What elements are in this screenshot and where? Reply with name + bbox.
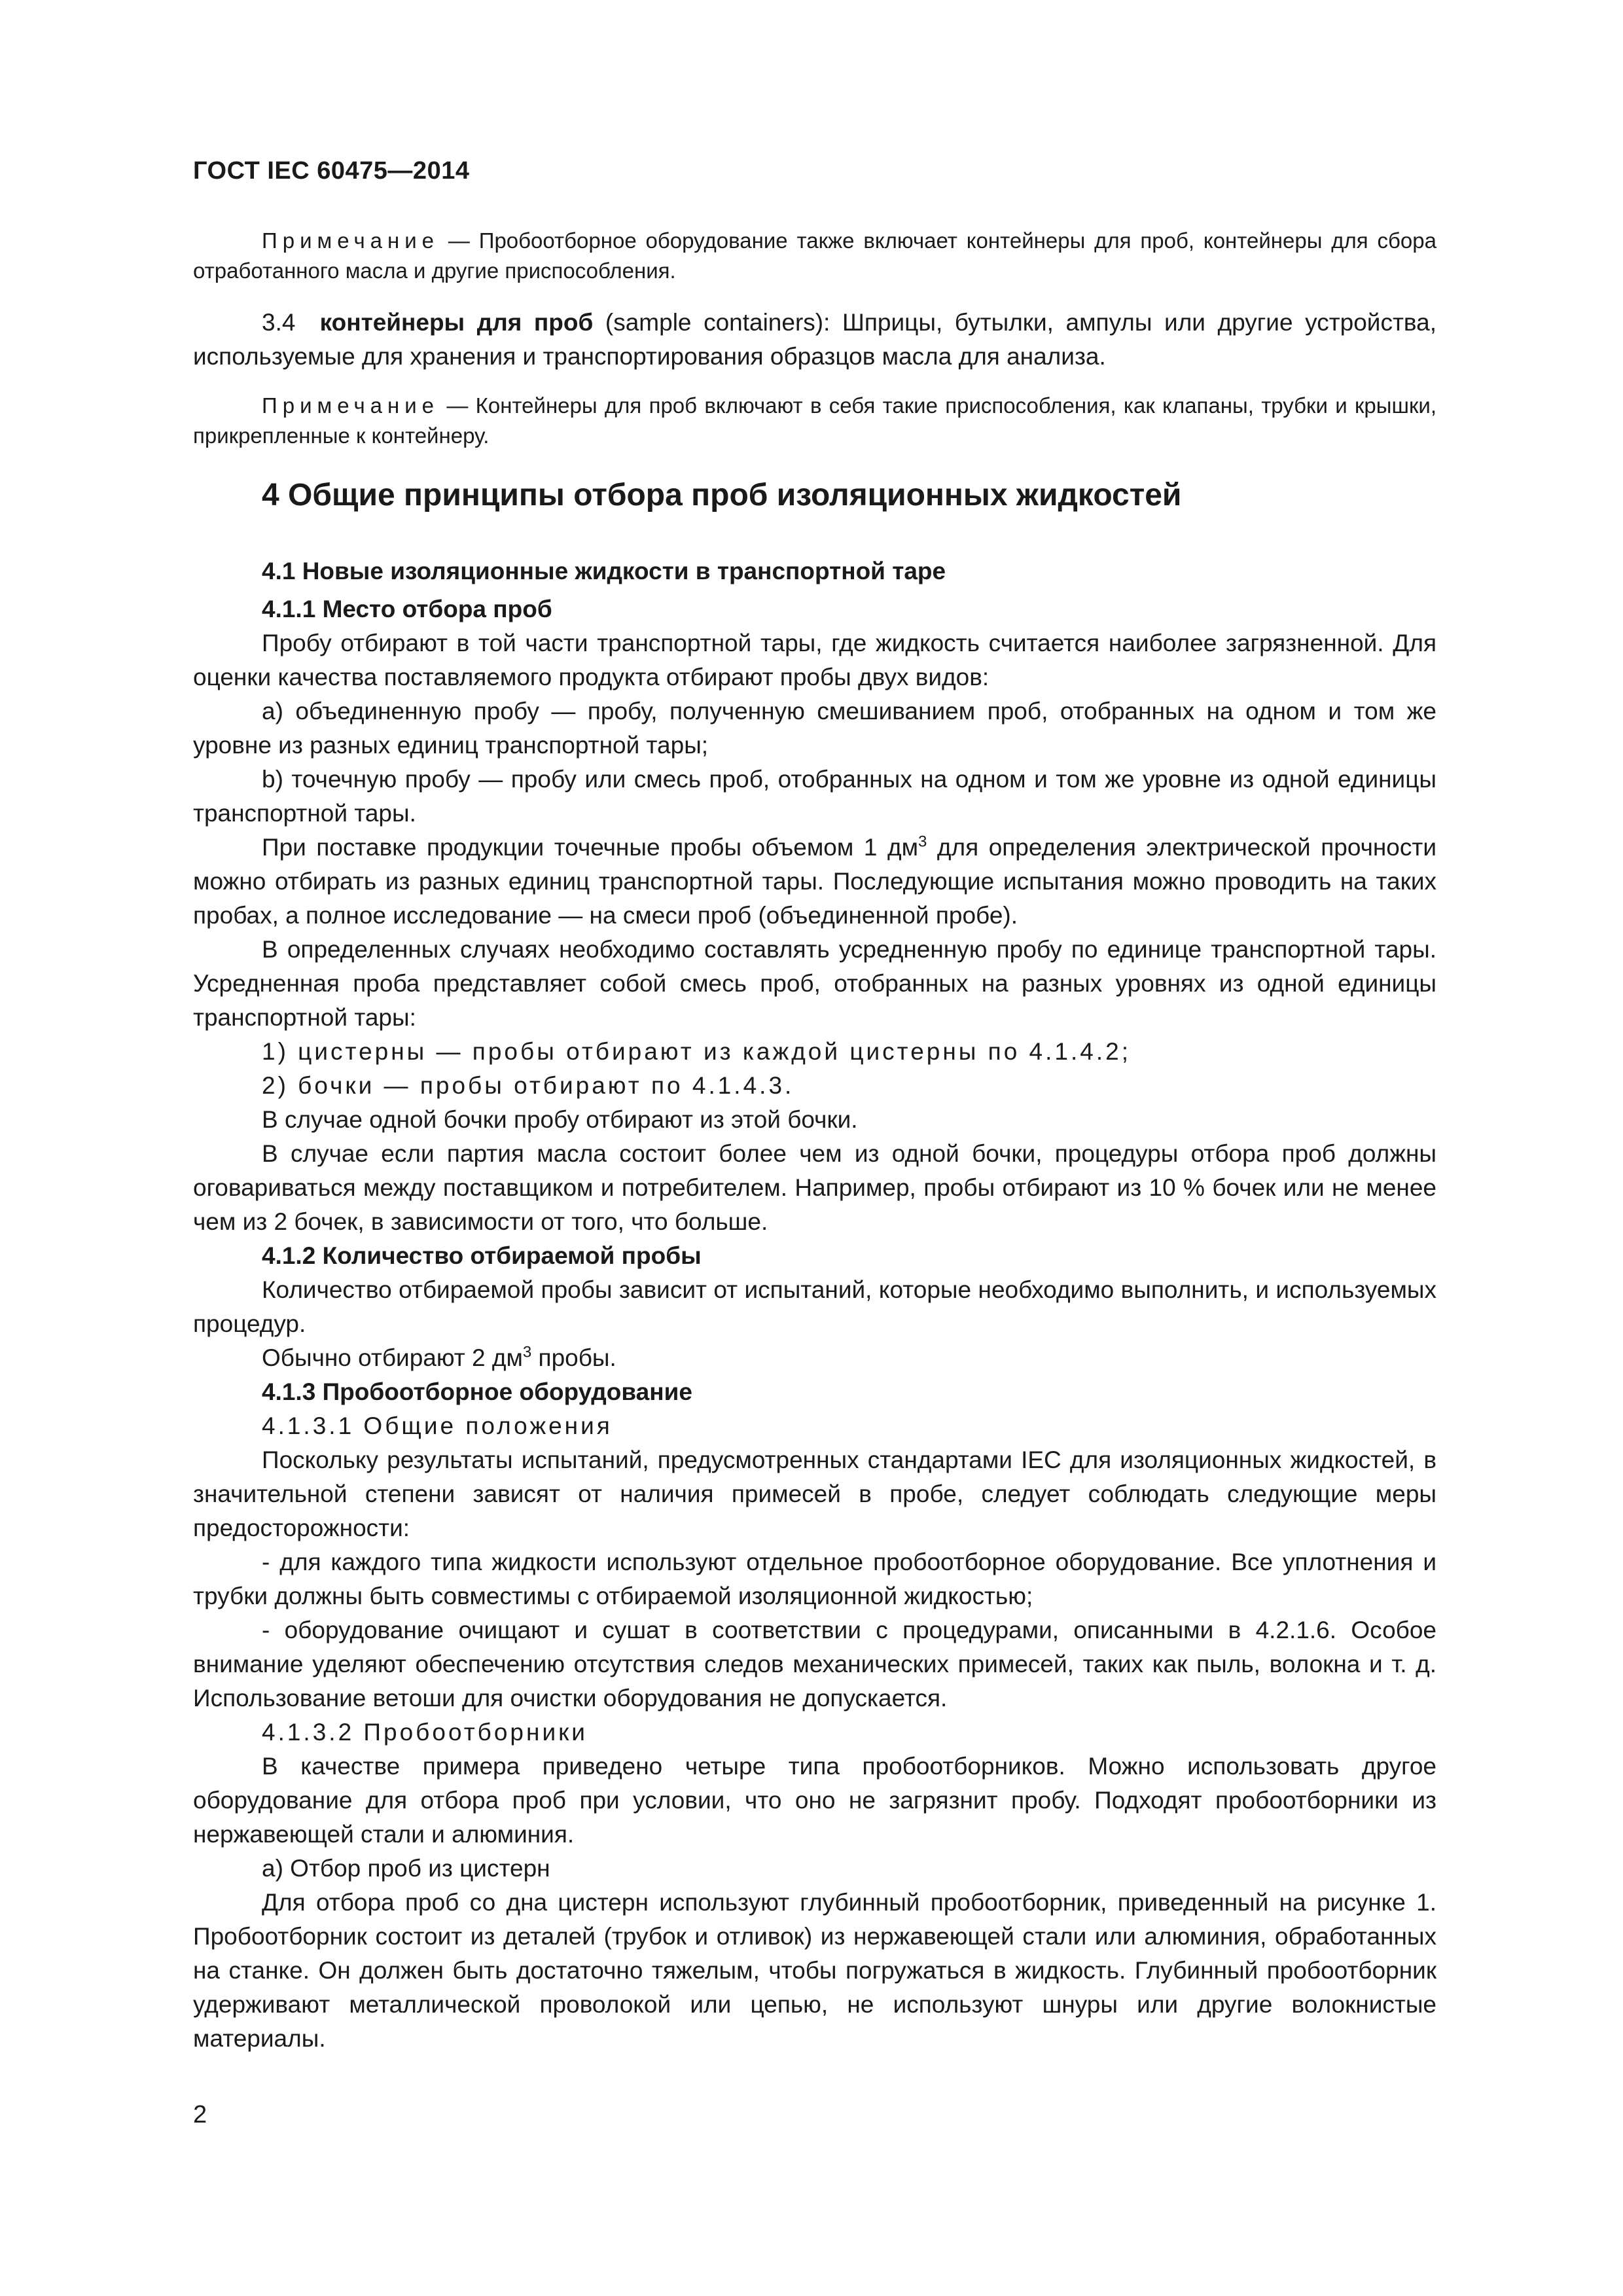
list-item: b) точечную пробу — пробу или смесь проб, отобранных на одном и том же уровне из одной единицы транспортной тары. — [193, 766, 1436, 827]
section-heading-4: 4 Общие принципы отбора проб изоляционных жидкостей — [262, 478, 1182, 512]
paragraph: Для отбора проб со дна цистерн используют глубинный пробоотборник, приведенный на рисунке 1. Пробоотборник состоит из деталей (трубок и отливок) из нержавеющей стали или алюминия, обработанных на станке. Он должен быть достаточно тяжелым, чтобы погружаться в жидкость. Глубинный пробоотборник удерживают металлической проволокой или цепью, не используют шнуры или другие волокнистые материалы. — [193, 1889, 1436, 2052]
paragraph-text: для определения электрической прочности можно отбирать из разных единиц транспортной тары. Последующие испытания можно проводить на таких пробах, а полное исследование — на смеси проб (объединенной пробе). — [193, 834, 1436, 929]
note-text: — Пробоотборное оборудование также включает контейнеры для проб, контейнеры для сбора отработанного масла и другие приспособления. — [193, 228, 1436, 283]
definition-text: (sample containers): Шприцы, бутылки, ампулы или другие устройства, используемые для хранения и транспортирования образцов масла для анализа. — [193, 309, 1437, 370]
note-label: Примечание — [262, 228, 440, 253]
subsection-heading-4-1-3: 4.1.3 Пробоотборное оборудование — [262, 1378, 692, 1405]
paragraph — [193, 1341, 1436, 1375]
paragraph: Поскольку результаты испытаний, предусмотренных стандартами IEC для изоляционных жидкостей, в значительной степени зависят от наличия примесей в пробе, следует соблюдать следующие меры предосторожности: — [193, 1446, 1436, 1541]
subsection-heading-4-1-2: 4.1.2 Количество отбираемой пробы — [262, 1242, 702, 1269]
definition-3-4 — [193, 306, 1436, 374]
paragraph — [193, 831, 1436, 933]
note-paragraph-1 — [193, 226, 1436, 286]
paragraph-text: При поставке продукции точечные пробы объемом 1 дм — [262, 834, 919, 861]
subsection-heading-4-1-1: 4.1.1 Место отбора проб — [262, 596, 552, 622]
list-item: 1) цистерны — пробы отбирают из каждой цистерны по 4.1.4.2; — [262, 1038, 1131, 1065]
superscript: 3 — [918, 833, 927, 851]
list-item: - для каждого типа жидкости используют отдельное пробоотборное оборудование. Все уплотнения и трубки должны быть совместимы с отбираемой изоляционной жидкостью; — [193, 1549, 1436, 1609]
subsection-heading-4-1-3-1: 4.1.3.1 Общие положения — [262, 1412, 613, 1439]
definition-number: 3.4 — [262, 309, 296, 336]
paragraph: Количество отбираемой пробы зависит от испытаний, которые необходимо выполнить, и используемых процедур. — [193, 1276, 1436, 1337]
document-header: ГОСТ IEC 60475—2014 — [193, 157, 470, 185]
page-number: 2 — [193, 2101, 207, 2128]
list-item: a) объединенную пробу — пробу, полученную смешиванием проб, отобранных на одном и том же уровне из разных единиц транспортной тары; — [193, 698, 1436, 759]
list-item: 2) бочки — пробы отбирают по 4.1.4.3. — [262, 1072, 794, 1099]
paragraph-text: пробы. — [531, 1344, 616, 1371]
subsection-heading-4-1: 4.1 Новые изоляционные жидкости в транспортной таре — [262, 558, 946, 584]
superscript: 3 — [522, 1343, 532, 1361]
paragraph: В случае если партия масла состоит более чем из одной бочки, процедуры отбора проб должны оговариваться между поставщиком и потребителем. Например, пробы отбирают из 10 % бочек или не менее чем из 2 бочек, в зависимости от того, что больше. — [193, 1140, 1436, 1235]
page-content — [193, 226, 1436, 2056]
paragraph: Пробу отбирают в той части транспортной тары, где жидкость считается наиболее загрязненной. Для оценки качества поставляемого продукта отбирают пробы двух видов: — [193, 630, 1436, 691]
note-text: — Контейнеры для проб включают в себя такие приспособления, как клапаны, трубки и крышки, прикрепленные к контейнеру. — [193, 393, 1436, 448]
note-label: Примечание — [262, 393, 440, 418]
definition-term: контейнеры для проб — [319, 309, 594, 336]
paragraph-text: Обычно отбирают 2 дм — [262, 1344, 523, 1371]
paragraph: В качестве примера приведено четыре типа пробоотборников. Можно использовать другое оборудование для отбора проб при условии, что оно не загрязнит пробу. Подходят пробоотборники из нержавеющей стали и алюминия. — [193, 1753, 1436, 1848]
note-paragraph-2 — [193, 391, 1436, 451]
list-item: a) Отбор проб из цистерн — [262, 1855, 550, 1882]
paragraph: В случае одной бочки пробу отбирают из этой бочки. — [262, 1106, 858, 1133]
list-item: - оборудование очищают и сушат в соответствии с процедурами, описанными в 4.2.1.6. Особое внимание уделяют обеспечению отсутствия следов механических примесей, таких как пыль, волокна и т. д. Использование ветоши для очистки оборудования не допускается. — [193, 1617, 1436, 1712]
paragraph: В определенных случаях необходимо составлять усредненную пробу по единице транспортной тары. Усредненная проба представляет собой смесь проб, отобранных на разных уровнях из одной единицы транспортной тары: — [193, 936, 1436, 1031]
subsection-heading-4-1-3-2: 4.1.3.2 Пробоотборники — [262, 1719, 588, 1746]
